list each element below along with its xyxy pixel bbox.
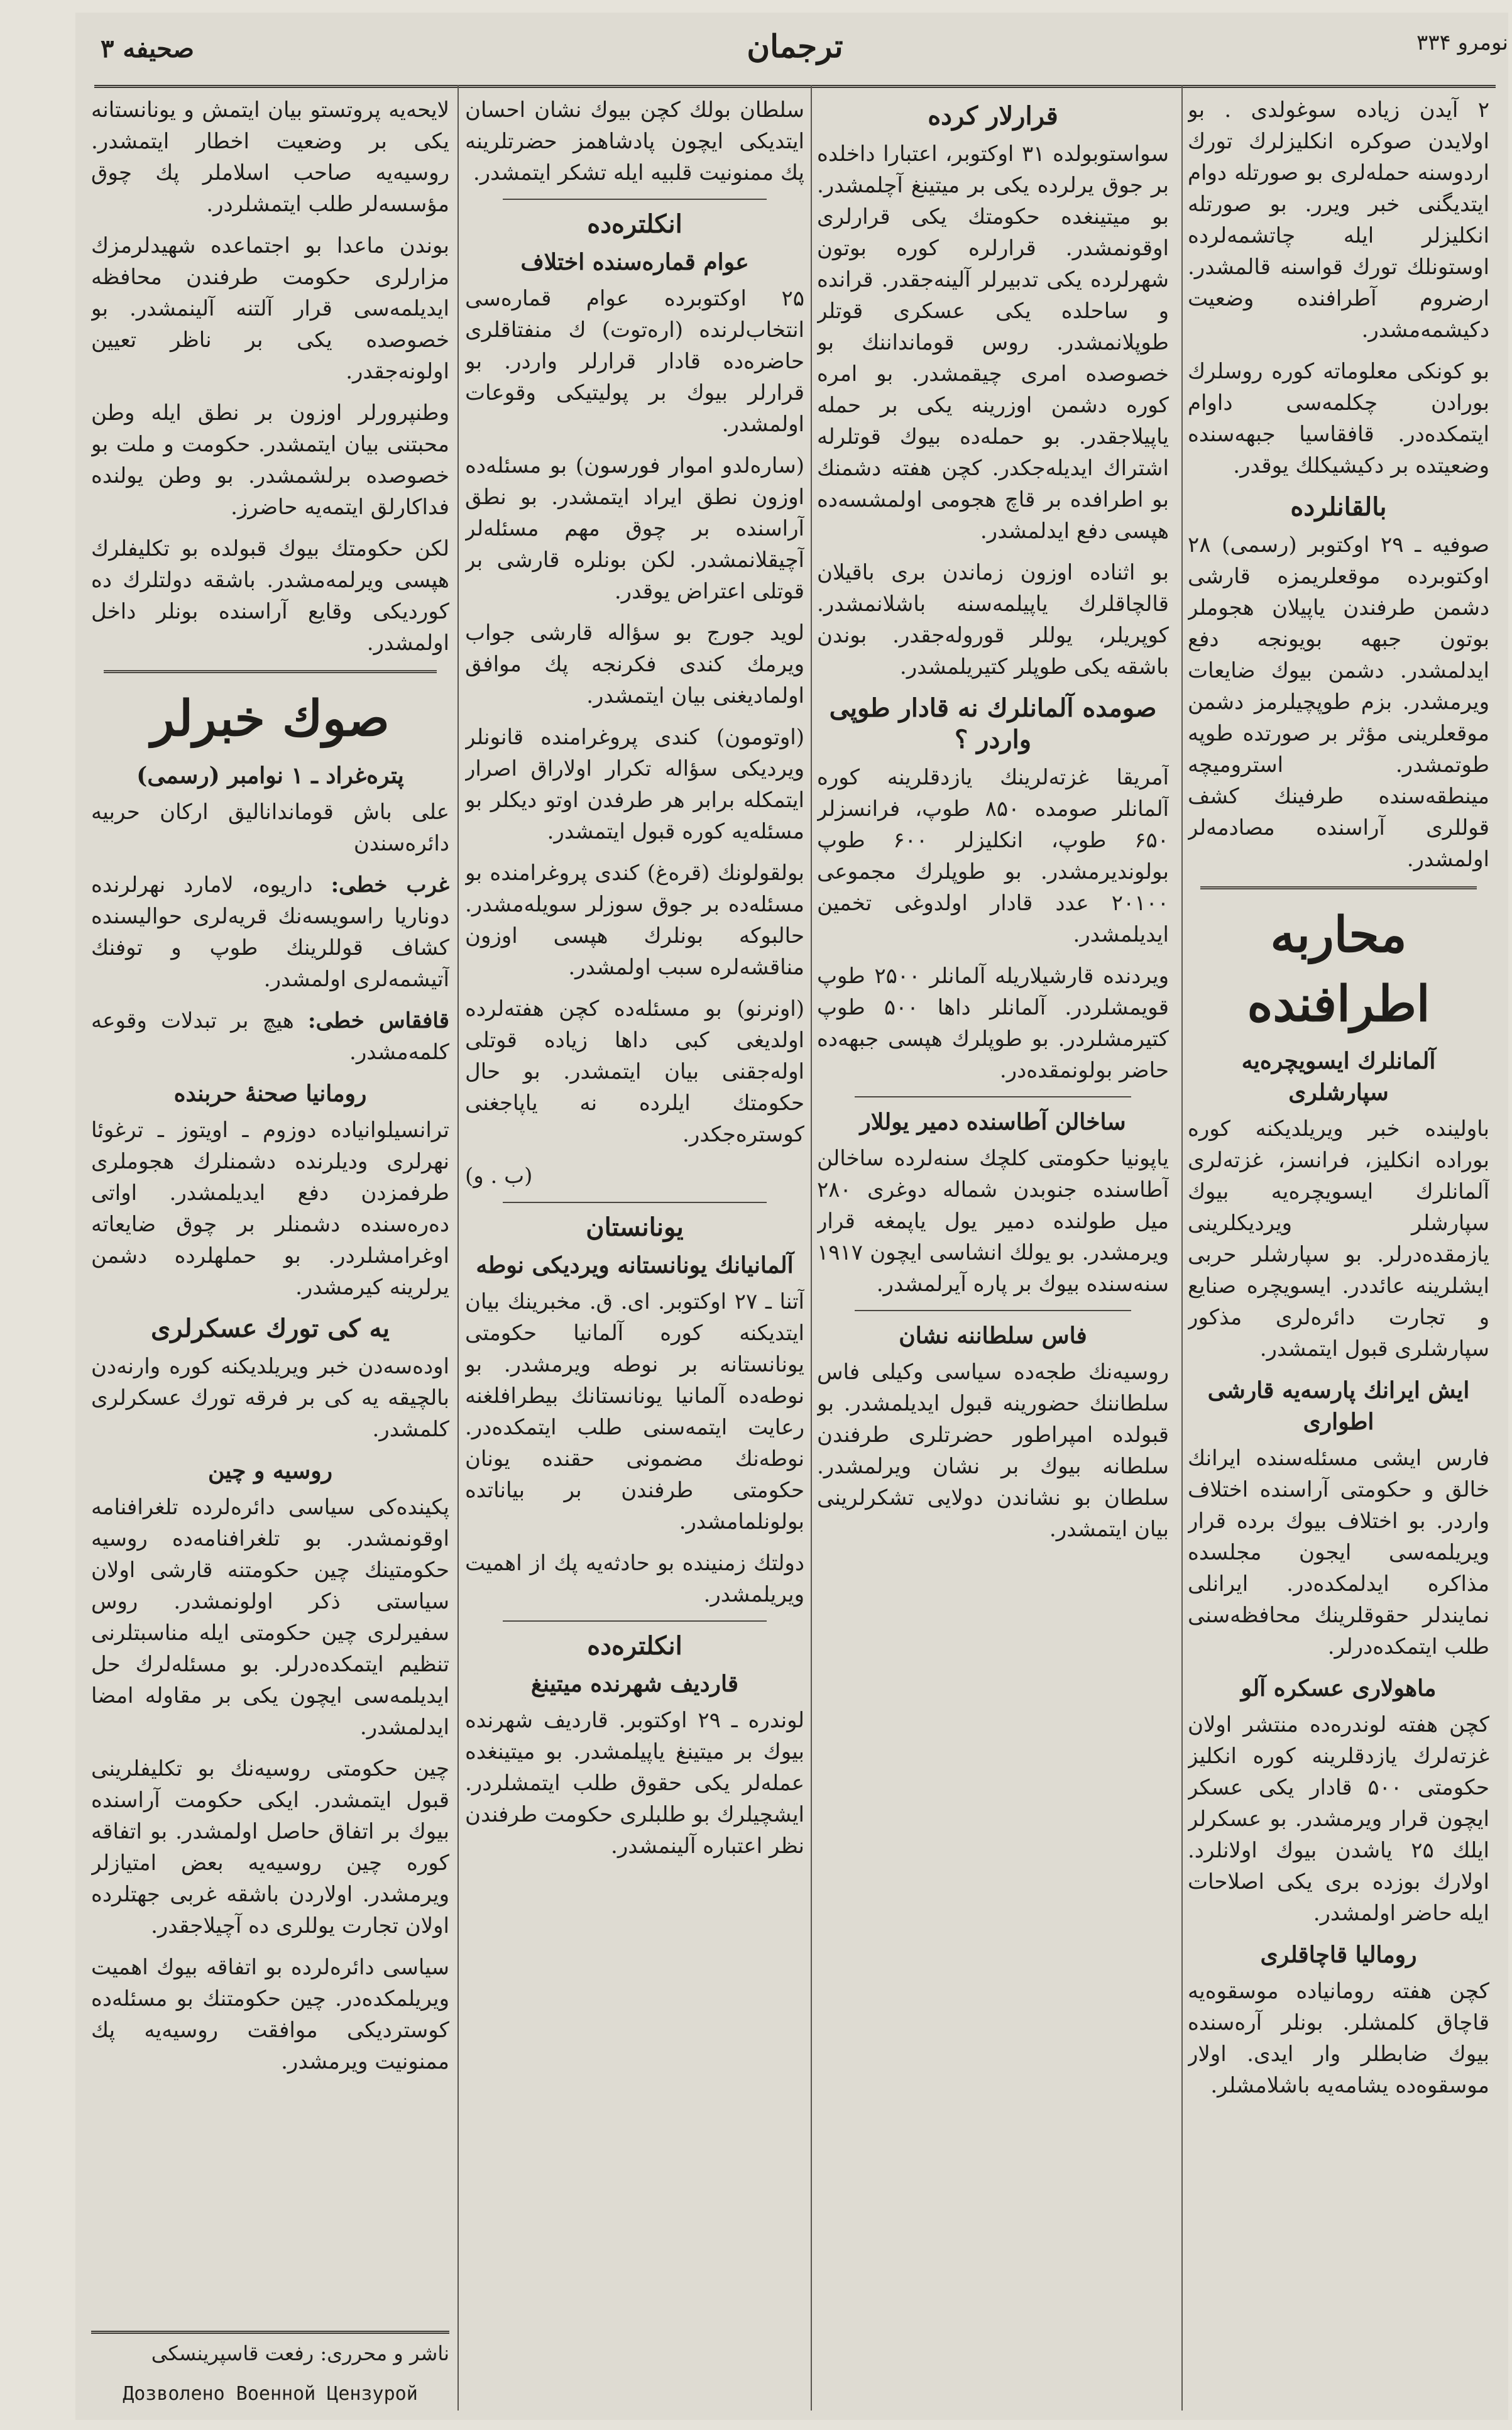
article-subheading: آلمانلرك ايسويچره‌يه سپارشلرى [1241, 1048, 1436, 1106]
section-rule [503, 1620, 767, 1622]
article-text: بو اثناده اوزون زماندن برى باقيلان قالچاقلرك ياپيلمه‌سنه باشلانمشدر. كوپريلر، يوللر قوروله‌جقدر. بوندن باشقه يكى طوپلر كتيريلمشدر. [817, 560, 1169, 679]
article-text: ۲ آيدن زياده سوغولدى . بو اولايدن صوكره انكليزلرك تورك اردوسنه حمله‌لرى بو صورتله دوام ايتديگنى خبر ويرر. بو صورتله انكليزلر ايله چاتشمه‌لرده اوستونلك تورك قواسنه قالمشدر. ارضروم آطرافنده وضعيت دكيشمه‌مشدر. [1188, 97, 1489, 343]
section-heading: قرارلار كرده [928, 101, 1058, 131]
section-heading: صومده آلمانلرك نه قادار طوپى واردر ؟ [829, 693, 1157, 754]
article-text: چين حكومتى روسيه‌نك بو تكليفلرينى قبول ايتمشدر. ايكى حكومت آراسنده بيوك بر اتفاق حاصل اولمشدر. بو اتفاقه كوره چين روسيه‌يه بعض امتيازلر ويرمشدر. اولاردن باشقه غربى جهتلرده اولان تجارت يوللرى ده آچيلاجقدر. [91, 1756, 449, 1938]
article-subheading: قارديف شهرنده ميتينغ [530, 1671, 739, 1697]
newspaper-title: ترجمان [747, 28, 843, 65]
article-text: (اوتومون) كندى پروغرامنده قانونلر ويرديكى سؤاله تكرار اولاراق اصرار ايتمكله برابر هر طرفدن اوتو ديكلر بو مسئله‌يه كوره قبول ايتمشدر. [465, 725, 804, 844]
section-heading: انكلتره‌ده [587, 1631, 682, 1661]
column-divider [811, 85, 812, 2411]
article-text: روسيه‌نك طجه‌ده سياسى وكيلى فاس سلطاننك حضورينه قبول ايديلمشدر. بو قبولده امپراطور حضرتلرى طرفندن سلطانه بيوك بر نشان ويرلمشدر. سلطان بو نشاندن دولايى تشكرلرينى بيان ايتمشدر. [817, 1360, 1169, 1542]
section-heading: بالقانلرده [1290, 492, 1387, 522]
masthead-rule [94, 85, 1496, 88]
section-rule [855, 1310, 1131, 1311]
issue-number: نومرو ۳۳۴ [1416, 30, 1508, 55]
article-text: پكينده‌كى سياسى دائره‌لرده تلغرافنامه اوقونمشدر. بو تلغرافنامه‌ده روسيه حكومتينك چين حكومتنه قارشى اولان سياستى ذكر اولونمشدر. روس سفيرلرى چين حكومتى ايله مناسبتلرنى تنظيم ايتمكده‌درلر. بو مسئله‌لرك حل ايديلمه‌سى ايچون يكى بر مقاوله امضا ايدلمشدر. [91, 1495, 449, 1740]
article-text: على باش قومانداناليق اركان حربيه دائره‌سندن [91, 800, 449, 856]
article-text: ويردنده قارشيلاريله آلمانلر ۲۵۰۰ طوپ قويمشلردر. آلمانلر داها ۵۰۰ طوپ كتيرمشلردر. بو طوپلرك هپسى جبهه‌ده حاضر بولونمقده‌در. [817, 964, 1169, 1083]
section-rule [1200, 886, 1477, 889]
article-text: لويد جورج بو سؤاله قارشى جواب ويرمك كندى فكرنجه پك موافق اولماديغنى بيان ايتمشدر. [465, 620, 804, 708]
front-text: هيچ بر تبدلات وقوعه كلمه‌مشدر. [91, 1008, 449, 1065]
article-text: سلطان بولك كچن بيوك نشان احسان ايتديكى ايچون پادشاهمز حضرتلرينه پك ممنونيت قلبيه ايله تشكر ايتمشدر. [465, 97, 804, 185]
column-3 [465, 94, 804, 2407]
column-divider [1181, 85, 1183, 2411]
section-heading: يه كى تورك عسكرلرى [150, 1314, 390, 1343]
article-text: دولتك زمنينده بو حادثه‌يه پك از اهميت ويريلمشدر. [465, 1551, 804, 1607]
article-text: بولقولونك (قرەغ) كندى پروغرامنده بو مسئله‌ده بر جوق سوزلر سويلەمشدر. حالبوكه بونلرك هپسى اوزون مناقشه‌لره سبب اولمشدر. [465, 860, 804, 980]
front-text: داريوه، لامارد نهرلرنده دوناريا راسويسه‌نك قريه‌لرى حواليسنده كشاف قوللرينك طوپ و توفنك آتيشمه‌لرى اولمشدر. [91, 872, 449, 992]
article-text: سياسى دائره‌لرده بو اتفاقه بيوك اهميت ويريلمكده‌در. چين حكومتنك بو مسئله‌ده كوسترديكى موافقت روسيه‌يه پك ممنونيت ويرمشدر. [91, 1955, 449, 2074]
column-1 [1188, 94, 1489, 2407]
article-text: وطنپرورلر اوزون بر نطق ايله وطن محبتنى بيان ايتمشدر. حكومت و ملت بو خصوصده برلشمشدر. بو وطن يولنده فداكارلق ايتمه‌يه حاضرز. [91, 400, 449, 520]
footer-rule [91, 2331, 449, 2334]
article-text: لوندره ـ ۲۹ اوكتوبر. قارديف شهرنده بيوك بر ميتينغ ياپيلمشدر. بو ميتينغده عمله‌لر يكى حقوق طلب ايتمشلردر. ايشچيلرك بو طلبلرى حكومت طرفندن نظر اعتباره آلينمشدر. [465, 1708, 804, 1859]
article-text: باولينده خبر ويريلديكنه كوره بوراده انكليز، فرانسز، غزته‌لرى آلمانلرك ايسويچره‌يه بيوك سپارشلر ويرديكلرينى يازمقده‌درلر. بو سپارشلر حربى ايشلرينه عائددر. ايسويچره صنايع و تجارت دائره‌لرى مذكور سپارشلرى قبول ايتمشدر. [1188, 1116, 1489, 1361]
article-text: بوندن ماعدا بو اجتماعده شهيدلرمزك مزارلرى حكومت طرفندن محافظه ايديلمه‌سى قرار آلتنه آلينمشدر. بو خصوصده يكى بر ناظر تعيين اولونه‌جقدر. [91, 233, 449, 384]
section-rule [104, 670, 437, 673]
page-label: صحيفه ۳ [101, 34, 194, 63]
article-text: آتنا ـ ۲۷ اوكتوبر. اى. ق. مخبرينك بيان ايتديكنه كوره آلمانيا حكومتى يونانستانه بر نوطه ويرمشدر. بو نوطه‌ده آلمانيا يونانستانك بيطرافلغنه رعايت ايتمه‌سنى طلب ايتمكده‌در. نوطه‌نك مضمونى حقنده يونان حكومتى طرفندن بر بياناتده بولونلمامشدر. [465, 1289, 804, 1534]
article-text: لايحه‌يه پروتستو بيان ايتمش و يونانستانه يكى بر وضعيت اخطار ايتمشدر. روسيه‌يه صاحب اسلاملر پك چوق مؤسسه‌لر طلب ايتمشلردر. [91, 97, 449, 217]
article-subheading: رومانيا صحنهٔ حربنده [173, 1080, 367, 1107]
article-text [91, 1005, 449, 1068]
publisher-line [91, 2341, 449, 2365]
article-subheading: ايش ايرانك پارسه‌يه قارشى اطوارى [1207, 1377, 1470, 1435]
article-subheading: ماهولارى عسكره آلو [1241, 1675, 1437, 1702]
column-4 [91, 94, 449, 2332]
article-subheading: پترەغراد ـ ۱ نوامبر (رسمى) [136, 762, 404, 789]
article-subheading: روسيه و چين [207, 1458, 333, 1484]
masthead [82, 13, 1508, 88]
column-divider [457, 85, 459, 2411]
section-rule [503, 199, 767, 200]
article-text: كچن هفته لوندره‌ده منتشر اولان غزته‌لرك يازدقلرينه كوره انكليز حكومتى ۵۰۰ قادار يكى عسكر ايچون قرار ويرمشدر. بو عسكرلر ايلك ۲۵ ياشدن بيوك اولانلرد. اولارك بوزده برى يكى اصلاحات ايله حاضر اولمشدر. [1188, 1712, 1489, 1926]
front-title: غرب خطى: [331, 872, 449, 898]
section-heading: يونانستان [586, 1212, 684, 1242]
article-text [91, 869, 449, 995]
article-text: صوفيه ـ ۲۹ اوكتوبر (رسمى) ۲۸ اوكتوبرده موقعلريمزه قارشى دشمن طرفندن ياپيلان هجوملر بوتون جبهه بويونجه دفع ايدلمشدر. دشمن بيوك ضايعات ويرمشدر. بزم طوپچيلرمز دشمن موقعلرينى مؤثر بر صورتده طوپه طوتمشدر. استروميچه مينطقه‌سنده طرفينك كشف قوللرى آراسنده مصادمه‌لر اولمشدر. [1188, 532, 1489, 872]
article-text: بو كونكى معلوماته كوره روسلرك بورادن چكلمه‌سى داوام ايتمكده‌در. قافقاسيا جبهه‌سنده وضعيتده بر دكيشيكلك يوقدر. [1188, 359, 1489, 478]
article-text: كچن هفته رومانياده موسقوه‌يه قاچاق كلمشلر. بونلر آره‌سنده بيوك ضابطلر وار ايدى. اولار موسقوه‌ده يشامه‌يه باشلامشلر. [1188, 1979, 1489, 2098]
footer [91, 2326, 449, 2426]
censor-note: Дозволено Военной Цензурой [123, 2383, 418, 2405]
publisher-name: رفعت قاسپرينسكى [151, 2341, 314, 2365]
article-text: اودەسەدن خبر ويريلديكنه كوره وارنه‌دن بالچيقه يه كى بر فرقه تورك عسكرلرى كلمشدر. [91, 1354, 449, 1442]
front-title: قافقاس خطى: [308, 1008, 449, 1033]
article-signature: (ب . و) [465, 1163, 533, 1189]
article-subheading: ساخالن آطاسنده دمير يوللار [860, 1109, 1126, 1135]
article-text: لكن حكومتك بيوك قبولده بو تكليفلرك هپسى ويرلمه‌مشدر. باشقه دولتلرك ده كورديكى وقايع آراسنده بونلر داخل اولمشدر. [91, 536, 449, 656]
article-text: ۲۵ اوكتوبرده عوام قمارەسى انتخاب‌لرنده (ارەتوت) ك منفتاقلرى حاضره‌ده قادار قرارلر واردر. بو قرارلر بيوك بر پوليتيكى وقوعات اولمشدر. [465, 286, 804, 437]
section-heading: محاربه اطرافنده [1247, 906, 1430, 1033]
article-text: آمريقا غزته‌لرينك يازدقلرينه كوره آلمانلر صومده ۸۵۰ طوپ، فرانسزلر ۶۵۰ طوپ، انكليزلر ۶۰۰ طوپ بولونديرمشدر. بو طوپلرك مجموعى ۲۰۱۰۰ عدد قادار اولدوغى تخمين ايديلمشدر. [817, 765, 1169, 947]
article-text: ياپونيا حكومتى كلچك سنه‌لرده ساخالن آطاسنده جنوبدن شماله دوغرى ۲۸۰ ميل طولنده دمير يول ياپمغه قرار ويرمشدر. بو يولك انشاسى ايچون ۱۹۱۷ سنه‌سنده بيوك بر پاره آيرلمشدر. [817, 1146, 1169, 1297]
article-text: سواستوبولده ۳۱ اوكتوبر، اعتبارا داخلده بر جوق يرلرده يكى بر ميتينغ آچلمشدر. بو ميتينغده حكومتك يكى قرارلرى اوقونمشدر. قرارلره كوره بوتون شهرلرده يكى تدبيرلر آلينه‌جقدر. قرانده و ساحلده يكى عسكرى قوتلر طوپلانمشدر. روس قومانداننك بو خصوصده امرى چيقمشدر. بو امره كوره دشمن اوزرينه يكى بر حمله ياپيلاجقدر. بو حمله‌ده بيوك قوتلرله اشتراك ايديله‌جكدر. كچن هفته دشمنك بو اطرافده بر قاچ هجومى اولمشسه‌ده هپسى دفع ايدلمشدر. [817, 141, 1169, 544]
section-rule [503, 1202, 767, 1203]
article-subheading: آلمانيانك يونانستانه ويرديكى نوطه [476, 1252, 794, 1278]
article-text: (اونرنو) بو مسئله‌ده كچن هفته‌لرده اولديغى كبى داها زياده قوتلى اوله‌جقنى بيان ايتمشدر. بو حال حكومتك ايلرده نه ياپاجغنى كوسترەجكدر. [465, 996, 804, 1147]
column-2 [817, 94, 1169, 2407]
article-text: ترانسيلوانياده دوزوم ـ اويتوز ـ ترغوئا نهرلرى وديلرنده دشمنلرك هجوملرى طرفمزدن دفع ايديلمشدر. اواتى دەرەسنده دشمنلر بر چوق ضايعاته اوغرامشلردر. بو حملهلرده دشمن يرلرينه كيرمشدر. [91, 1118, 449, 1300]
article-subheading: فاس سلطاننه نشان [899, 1322, 1087, 1349]
section-rule [855, 1096, 1131, 1097]
article-text: (سارەلدو اموار فورسون) بو مسئله‌ده اوزون نطق ايراد ايتمشدر. بو نطق آراسنده بر چوق مهم مسئله‌لر آچيقلانمشدر. لكن بونلره قارشى بر قوتلى اعتراض يوقدر. [465, 453, 804, 604]
article-subheading: روماليا قاچاقلرى [1260, 1942, 1417, 1968]
section-heading: صوك خبرلر [151, 690, 390, 747]
article-text: فارس ايشى مسئله‌سنده ايرانك خالق و حكومتى آراسنده اختلاف واردر. بو اختلاف بيوك برده قرار ويريلمه‌سى ايجون مجلسده مذاكره ايدلمكده‌در. ايرانلى نمايندلر حقوقلرينك محافظه‌سنى طلب ايتمكده‌درلر. [1188, 1446, 1489, 1659]
section-heading: انكلتره‌ده [587, 209, 682, 239]
article-subheading: عوام قمارەسنده اختلاف [520, 249, 749, 275]
publisher-label: ناشر و محررى: [320, 2341, 449, 2365]
